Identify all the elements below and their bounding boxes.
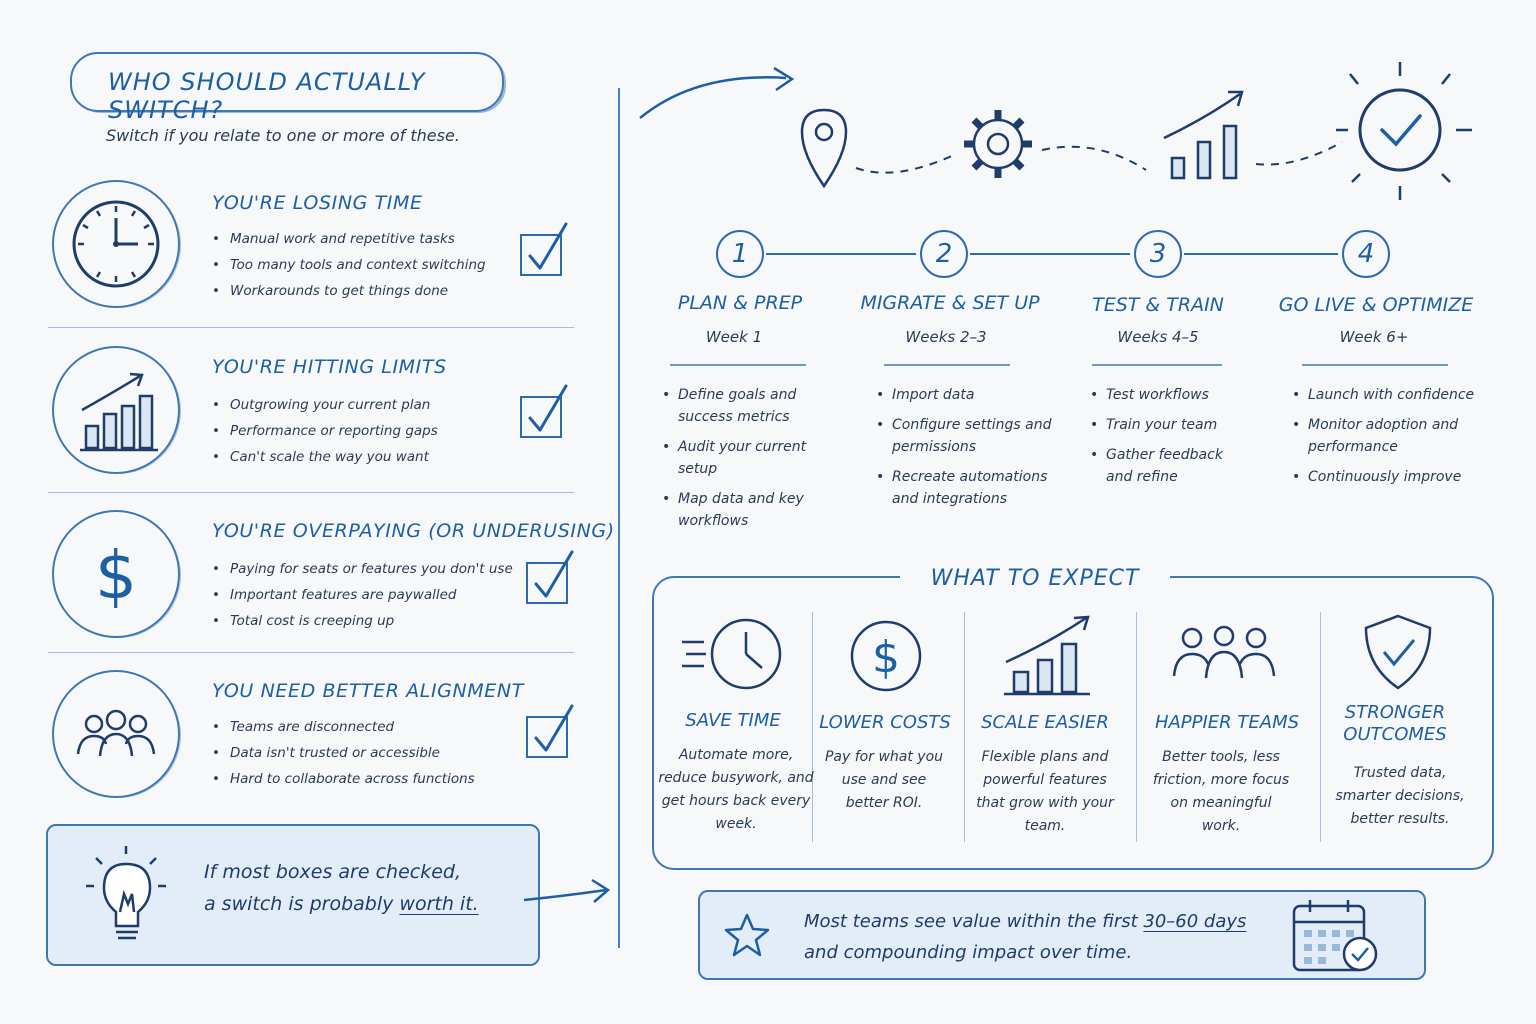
list-item: • Monitor adoption and performance: [1292, 414, 1482, 458]
svg-text:$: $: [95, 537, 137, 614]
expect-head-lower-costs: LOWER COSTS: [819, 712, 951, 733]
list-item: • Important features are paywalled: [212, 582, 513, 608]
list-item: • Import data: [876, 384, 1056, 406]
tip-underlined: worth it.: [399, 893, 479, 915]
list-item: • Audit your current setup: [662, 436, 822, 480]
shield-check-icon: [1360, 612, 1436, 692]
card-list-losing-time: [212, 226, 486, 304]
expect-body-lower-costs: Pay for what you use and see better ROI.: [824, 749, 944, 811]
list-item: • Performance or reporting gaps: [212, 418, 438, 444]
card-divider: [48, 492, 574, 493]
list-item: • Train your team: [1090, 414, 1240, 436]
checkbox-alignment[interactable]: [526, 716, 568, 758]
step-connector: [1184, 253, 1338, 255]
arrow-right-icon: [520, 872, 616, 912]
gear-icon: [964, 110, 1032, 178]
step-rule: [670, 364, 806, 366]
checkbox-hitting-limits[interactable]: [520, 396, 562, 438]
step-title-3: TEST & TRAIN: [1092, 294, 1224, 316]
step-list-2: [876, 384, 1056, 518]
list-item: • Test workflows: [1090, 384, 1240, 406]
star-icon: [724, 912, 770, 958]
expect-head-scale-easier: SCALE EASIER: [981, 712, 1109, 733]
list-item: • Configure settings and permissions: [876, 414, 1056, 458]
dollar-icon: [52, 510, 180, 638]
list-item: • Map data and key workflows: [662, 488, 822, 532]
calendar-check-icon: [1290, 896, 1386, 976]
column-divider: [618, 88, 620, 948]
list-item: • Continuously improve: [1292, 466, 1482, 488]
checkbox-losing-time[interactable]: [520, 234, 562, 276]
list-item: • Hard to collaborate across functions: [212, 766, 475, 792]
card-list-hitting-limits: [212, 392, 438, 470]
expect-body-scale-easier: Flexible plans and powerful features that grow with your team.: [976, 749, 1114, 834]
note-line-1: [804, 906, 1246, 937]
step-number-3: 3: [1134, 230, 1182, 278]
card-divider: [48, 652, 574, 653]
team-icon: [52, 670, 180, 798]
note-line-2: and compounding impact over time.: [804, 942, 1133, 963]
svg-text:$: $: [872, 632, 900, 683]
step-number-1: 1: [716, 230, 764, 278]
list-item: • Data isn't trusted or accessible: [212, 740, 475, 766]
card-heading-losing-time: YOU'RE LOSING TIME: [212, 192, 423, 214]
section-title: WHO SHOULD ACTUALLY SWITCH?: [108, 68, 426, 124]
journey-illustration: [636, 58, 1486, 208]
growth-chart-icon: [52, 346, 180, 474]
list-item: • Teams are disconnected: [212, 714, 475, 740]
expect-body-happier-teams: Better tools, less friction, more focus on meaningful work.: [1152, 749, 1290, 834]
step-title-2: MIGRATE & SET UP: [860, 292, 1040, 314]
step-week-1: Week 1: [705, 328, 763, 346]
step-week-2: Weeks 2–3: [905, 328, 987, 346]
card-heading-hitting-limits: YOU'RE HITTING LIMITS: [212, 356, 447, 378]
expect-body-stronger-outcomes: Trusted data, smarter decisions, better results.: [1335, 765, 1465, 827]
tip-line-2-text: a switch is probably: [204, 893, 400, 915]
list-item: • Launch with confidence: [1292, 384, 1482, 406]
expect-head-happier-teams: HAPPIER TEAMS: [1154, 712, 1300, 733]
note-line-1-text: Most teams see value within the first: [804, 911, 1144, 932]
list-item: • Manual work and repetitive tasks: [212, 226, 486, 252]
team-icon: [1168, 622, 1280, 682]
lightbulb-icon: [78, 844, 178, 950]
list-item: • Outgrowing your current plan: [212, 392, 438, 418]
column-separator: [1136, 612, 1137, 842]
list-item: • Define goals and success metrics: [662, 384, 822, 428]
scale-chart-icon: [1000, 612, 1096, 698]
list-item: • Recreate automations and integrations: [876, 466, 1056, 510]
step-week-3: Weeks 4–5: [1117, 328, 1199, 346]
card-heading-alignment: YOU NEED BETTER ALIGNMENT: [212, 680, 524, 702]
step-number-4: 4: [1342, 230, 1390, 278]
step-title-1: PLAN & PREP: [677, 292, 803, 314]
note-box: [698, 890, 1426, 980]
list-item: • Too many tools and context switching: [212, 252, 486, 278]
section-title-pill: [70, 52, 504, 124]
card-list-overpaying: [212, 556, 513, 634]
list-item: • Workarounds to get things done: [212, 278, 486, 304]
clock-icon: [52, 180, 180, 308]
card-list-alignment: [212, 714, 475, 792]
step-title-4: GO LIVE & OPTIMIZE: [1278, 294, 1474, 316]
step-week-4: Week 6+: [1339, 328, 1409, 346]
step-list-1: [662, 384, 822, 540]
card-divider: [48, 327, 574, 328]
expect-head-stronger-outcomes: STRONGER OUTCOMES: [1343, 702, 1447, 745]
step-number-2: 2: [920, 230, 968, 278]
expect-body-save-time: Automate more, reduce busywork, and get hours back every week.: [658, 747, 814, 832]
tip-box: [46, 824, 540, 966]
expect-title: WHAT TO EXPECT: [900, 562, 1170, 596]
note-text: [804, 906, 1246, 968]
section-subtitle: Switch if you relate to one or more of these.: [106, 126, 460, 145]
step-connector: [970, 253, 1130, 255]
list-item: • Gather feedback and refine: [1090, 444, 1240, 488]
checkbox-overpaying[interactable]: [526, 562, 568, 604]
location-pin-icon: [802, 110, 846, 186]
step-connector: [766, 253, 916, 255]
list-item: • Can't scale the way you want: [212, 444, 438, 470]
step-list-3: [1090, 384, 1240, 496]
step-list-4: [1292, 384, 1482, 496]
check-circle-icon: [1336, 62, 1472, 200]
growth-chart-icon: [1164, 92, 1242, 178]
tip-line-2: [204, 888, 479, 920]
note-underlined: 30–60 days: [1143, 911, 1247, 932]
list-item: • Paying for seats or features you don't use: [212, 556, 513, 582]
step-rule: [884, 364, 1010, 366]
step-rule: [1092, 364, 1222, 366]
step-rule: [1302, 364, 1448, 366]
tip-text: [204, 856, 479, 920]
dollar-coin-icon: [846, 616, 926, 696]
card-heading-overpaying: YOU'RE OVERPAYING (OR UNDERUSING): [212, 520, 615, 542]
tip-line-1: If most boxes are checked,: [204, 861, 462, 883]
fast-clock-icon: [678, 614, 788, 694]
expect-head-save-time: SAVE TIME: [685, 710, 781, 731]
list-item: • Total cost is creeping up: [212, 608, 513, 634]
